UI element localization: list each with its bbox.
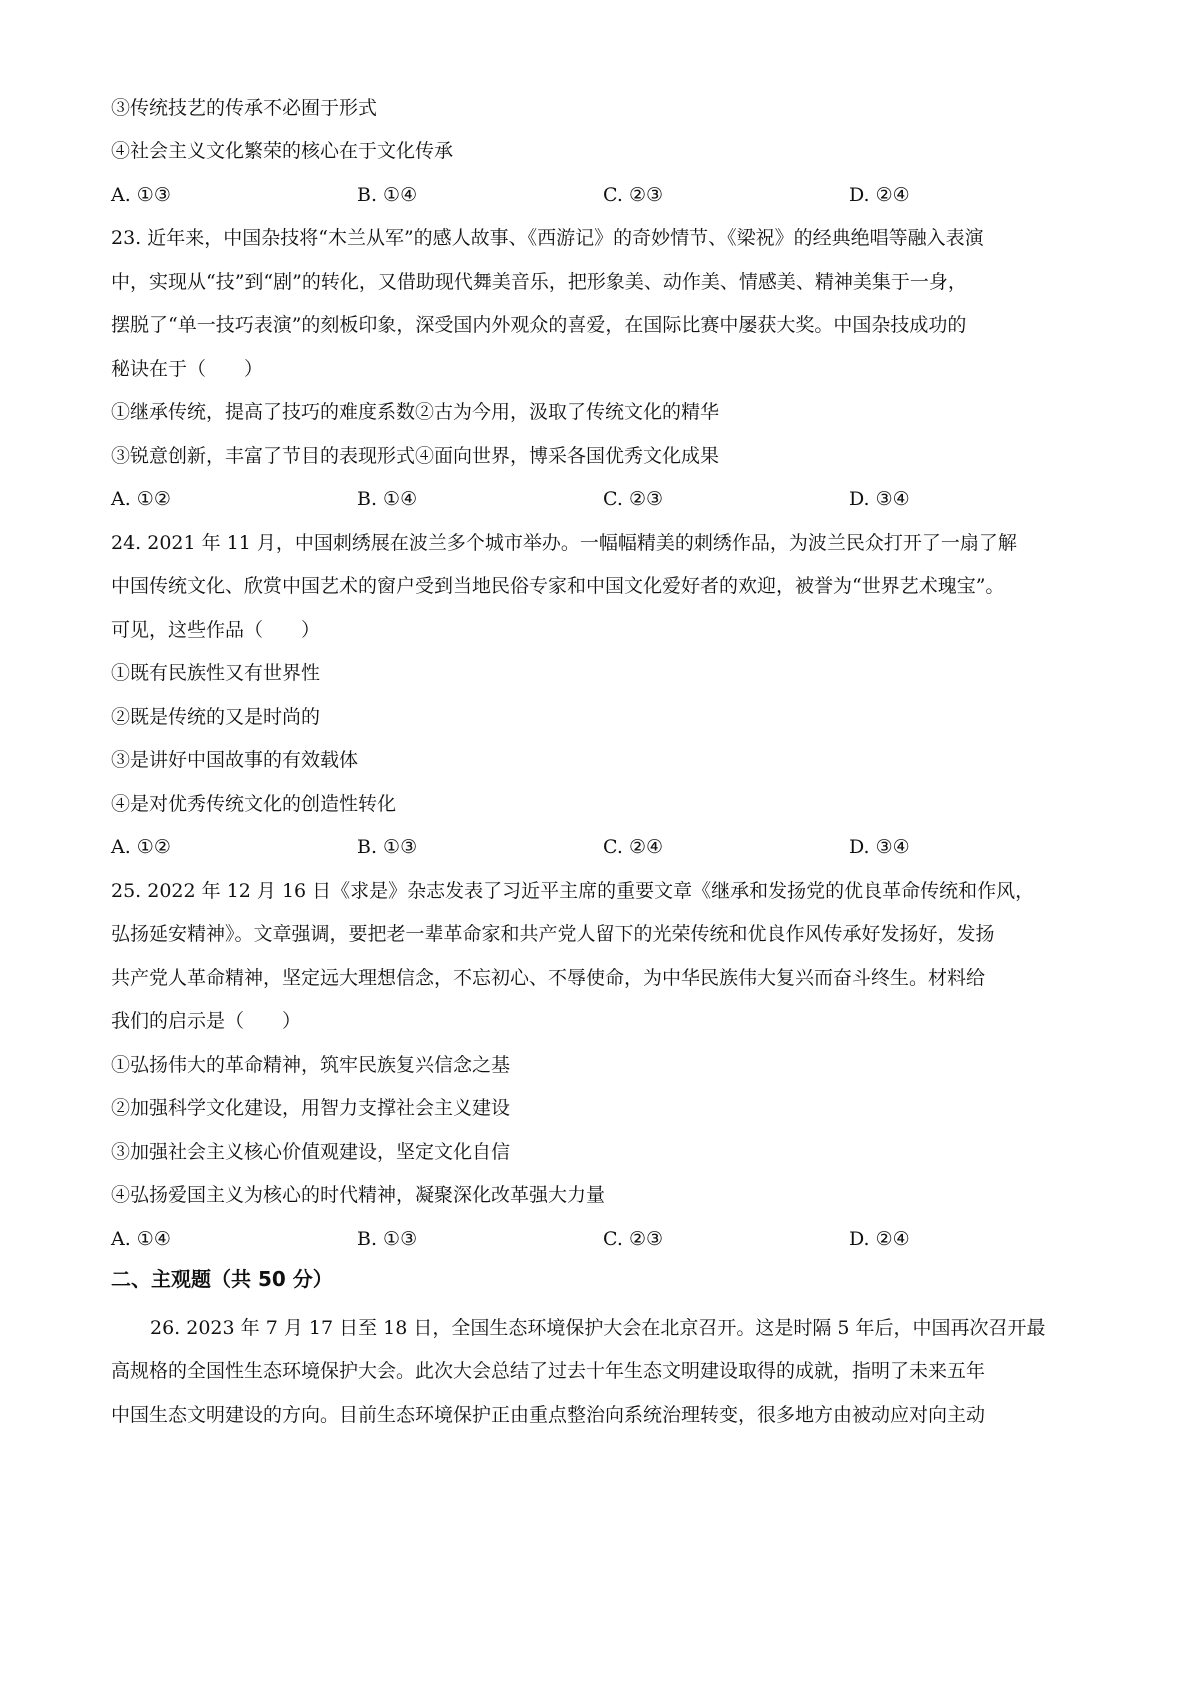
q24-option-c[interactable]: C. ②④ bbox=[603, 836, 664, 858]
q24-option-d[interactable]: D. ③④ bbox=[849, 836, 910, 858]
q24-stem-line-3: 可见，这些作品（ ） bbox=[111, 619, 321, 641]
q22-item-4: ④社会主义文化繁荣的核心在于文化传承 bbox=[111, 140, 454, 162]
section-heading: 二、主观题（共 50 分） bbox=[111, 1267, 333, 1291]
q23-stem-line-2: 中，实现从“技”到“剧”的转化，又借助现代舞美音乐，把形象美、动作美、情感美、精神美集于一身， bbox=[111, 271, 967, 293]
q25-option-c[interactable]: C. ②③ bbox=[603, 1228, 664, 1250]
q24-option-a[interactable]: A. ①② bbox=[111, 836, 171, 858]
q23-items-line-1: ①继承传统，提高了技巧的难度系数②古为今用，汲取了传统文化的精华 bbox=[111, 401, 720, 423]
q23-stem-line-4: 秘诀在于（ ） bbox=[111, 358, 264, 380]
q25-stem-line-4: 我们的启示是（ ） bbox=[111, 1010, 302, 1032]
q22-option-a[interactable]: A. ①③ bbox=[111, 184, 171, 206]
q24-item-1: ①既有民族性又有世界性 bbox=[111, 662, 321, 684]
q25-item-2: ②加强科学文化建设，用智力支撑社会主义建设 bbox=[111, 1097, 511, 1119]
q23-option-d[interactable]: D. ③④ bbox=[849, 488, 910, 510]
q24-options bbox=[111, 833, 1101, 861]
q23-options bbox=[111, 485, 1101, 513]
q23-option-a[interactable]: A. ①② bbox=[111, 488, 171, 510]
q22-options bbox=[111, 181, 1101, 209]
q22-option-d[interactable]: D. ②④ bbox=[849, 184, 910, 206]
q26-stem-line-3: 中国生态文明建设的方向。目前生态环境保护正由重点整治向系统治理转变，很多地方由被动应对向主动 bbox=[111, 1404, 986, 1426]
q26-stem-line-1: 26. 2023 年 7 月 17 日至 18 日，全国生态环境保护大会在北京召开。这是时隔 5 年后，中国再次召开最 bbox=[150, 1317, 1046, 1339]
q25-option-a[interactable]: A. ①④ bbox=[111, 1228, 171, 1250]
q25-stem-line-2: 弘扬延安精神》。文章强调，要把老一辈革命家和共产党人留下的光荣传统和优良作风传承好发扬好，发扬 bbox=[111, 923, 995, 945]
q24-option-b[interactable]: B. ①③ bbox=[357, 836, 418, 858]
q25-options bbox=[111, 1225, 1101, 1253]
q23-stem-line-3: 摆脱了“单一技巧表演”的刻板印象，深受国内外观众的喜爱，在国际比赛中屡获大奖。中国杂技成功的 bbox=[111, 314, 967, 336]
q23-option-b[interactable]: B. ①④ bbox=[357, 488, 418, 510]
q24-stem-line-1: 24. 2021 年 11 月，中国刺绣展在波兰多个城市举办。一幅幅精美的刺绣作品，为波兰民众打开了一扇了解 bbox=[111, 532, 1017, 554]
q22-item-3: ③传统技艺的传承不必囿于形式 bbox=[111, 97, 378, 119]
q26-stem-line-2: 高规格的全国性生态环境保护大会。此次大会总结了过去十年生态文明建设取得的成就，指明了未来五年 bbox=[111, 1360, 986, 1382]
q25-item-1: ①弘扬伟大的革命精神，筑牢民族复兴信念之基 bbox=[111, 1054, 511, 1076]
q24-stem-line-2: 中国传统文化、欣赏中国艺术的窗户受到当地民俗专家和中国文化爱好者的欢迎，被誉为“世界艺术瑰宝”。 bbox=[111, 575, 1005, 597]
q22-option-b[interactable]: B. ①④ bbox=[357, 184, 418, 206]
q24-item-2: ②既是传统的又是时尚的 bbox=[111, 706, 321, 728]
q25-item-3: ③加强社会主义核心价值观建设，坚定文化自信 bbox=[111, 1141, 511, 1163]
q24-item-4: ④是对优秀传统文化的创造性转化 bbox=[111, 793, 397, 815]
q23-stem-line-1: 23. 近年来，中国杂技将“木兰从军”的感人故事、《西游记》的奇妙情节、《梁祝》的经典绝唱等融入表演 bbox=[111, 227, 984, 249]
q24-item-3: ③是讲好中国故事的有效载体 bbox=[111, 749, 359, 771]
q25-option-b[interactable]: B. ①③ bbox=[357, 1228, 418, 1250]
q25-option-d[interactable]: D. ②④ bbox=[849, 1228, 910, 1250]
q22-option-c[interactable]: C. ②③ bbox=[603, 184, 664, 206]
q23-items-line-2: ③锐意创新，丰富了节目的表现形式④面向世界，博采各国优秀文化成果 bbox=[111, 445, 720, 467]
q25-item-4: ④弘扬爱国主义为核心的时代精神，凝聚深化改革强大力量 bbox=[111, 1184, 606, 1206]
q23-option-c[interactable]: C. ②③ bbox=[603, 488, 664, 510]
q25-stem-line-1: 25. 2022 年 12 月 16 日《求是》杂志发表了习近平主席的重要文章《继承和发扬党的优良革命传统和作风， bbox=[111, 880, 1035, 902]
q25-stem-line-3: 共产党人革命精神，坚定远大理想信念，不忘初心、不辱使命，为中华民族伟大复兴而奋斗终生。材料给 bbox=[111, 967, 986, 989]
